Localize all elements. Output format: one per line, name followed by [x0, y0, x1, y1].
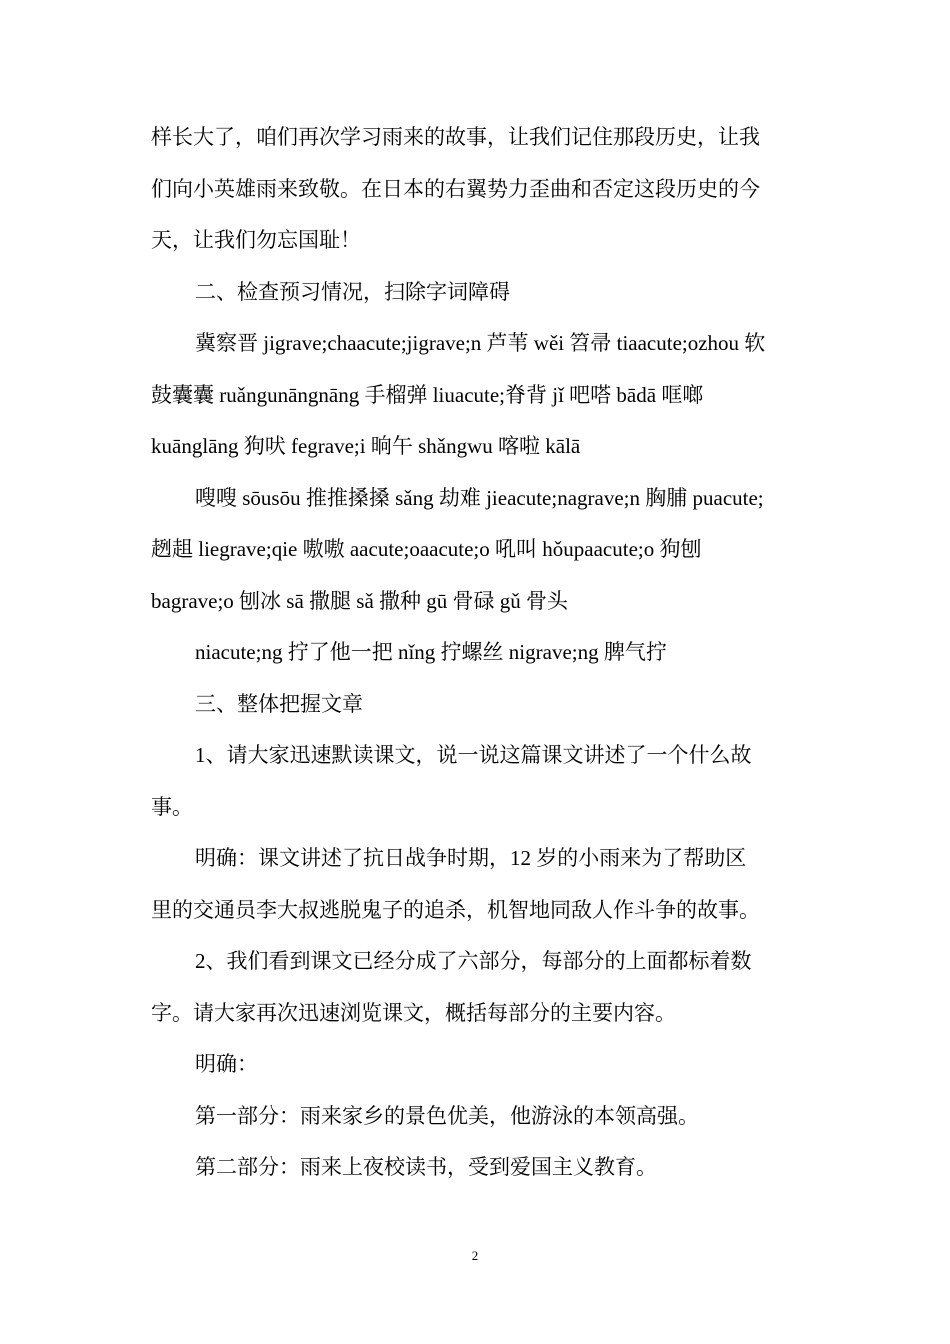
paragraph-line: 第二部分：雨来上夜校读书，受到爱国主义教育。	[195, 1155, 657, 1179]
paragraph-line: 第一部分：雨来家乡的景色优美，他游泳的本领高强。	[195, 1103, 699, 1128]
vocabulary-line: 趔趄 liegrave;qie 嗷嗷 aacute;oaacute;o 吼叫 hǒupaacute;o 狗刨	[151, 537, 702, 561]
paragraph-line: 里的交通员李大叔逃脱鬼子的追杀，机智地同敌人作斗争的故事。	[151, 897, 760, 922]
document-body	[151, 112, 801, 1194]
paragraph-line: 样长大了，咱们再次学习雨来的故事，让我们记住那段历史，让我	[151, 125, 760, 149]
paragraph-line: 1、请大家迅速默读课文，说一说这篇课文讲述了一个什么故	[195, 743, 752, 767]
vocabulary-line: 冀察晋 jigrave;chaacute;jigrave;n 芦苇 wěi 笤帚 tiaacute;ozhou 软	[195, 331, 766, 355]
section-heading: 二、检查预习情况，扫除字词障碍	[195, 279, 510, 304]
section-heading: 三、整体把握文章	[195, 691, 363, 716]
paragraph-line: 事。	[151, 794, 193, 819]
paragraph-line: 明确：	[195, 1052, 258, 1076]
vocabulary-line: niacute;ng 拧了他一把 nǐng 拧螺丝 nigrave;ng 脾气拧	[195, 640, 667, 664]
vocabulary-line: bagrave;o 刨冰 sā 撒腿 sǎ 撒种 gū 骨碌 gǔ 骨头	[151, 588, 569, 613]
paragraph-line: 2、我们看到课文已经分成了六部分，每部分的上面都标着数	[195, 949, 752, 973]
paragraph-line: 们向小英雄雨来致敬。在日本的右翼势力歪曲和否定这段历史的今	[151, 176, 760, 201]
vocabulary-line: 嗖嗖 sōusōu 推推搡搡 sǎng 劫难 jieacute;nagrave;n 胸脯 puacute;	[195, 485, 764, 510]
paragraph-line: 天，让我们勿忘国耻！	[151, 228, 361, 252]
paragraph-line: 明确：课文讲述了抗日战争时期，12 岁的小雨来为了帮助区	[195, 846, 747, 870]
paragraph-line: 字。请大家再次迅速浏览课文，概括每部分的主要内容。	[151, 1000, 676, 1025]
vocabulary-line: 鼓囊囊 ruǎngunāngnāng 手榴弹 liuacute;脊背 jǐ 吧嗒 bādā 哐啷	[151, 382, 704, 407]
vocabulary-line: kuānglāng 狗吠 fegrave;i 晌午 shǎngwu 喀啦 kālā	[151, 434, 581, 458]
page-number: 2	[471, 1248, 479, 1263]
